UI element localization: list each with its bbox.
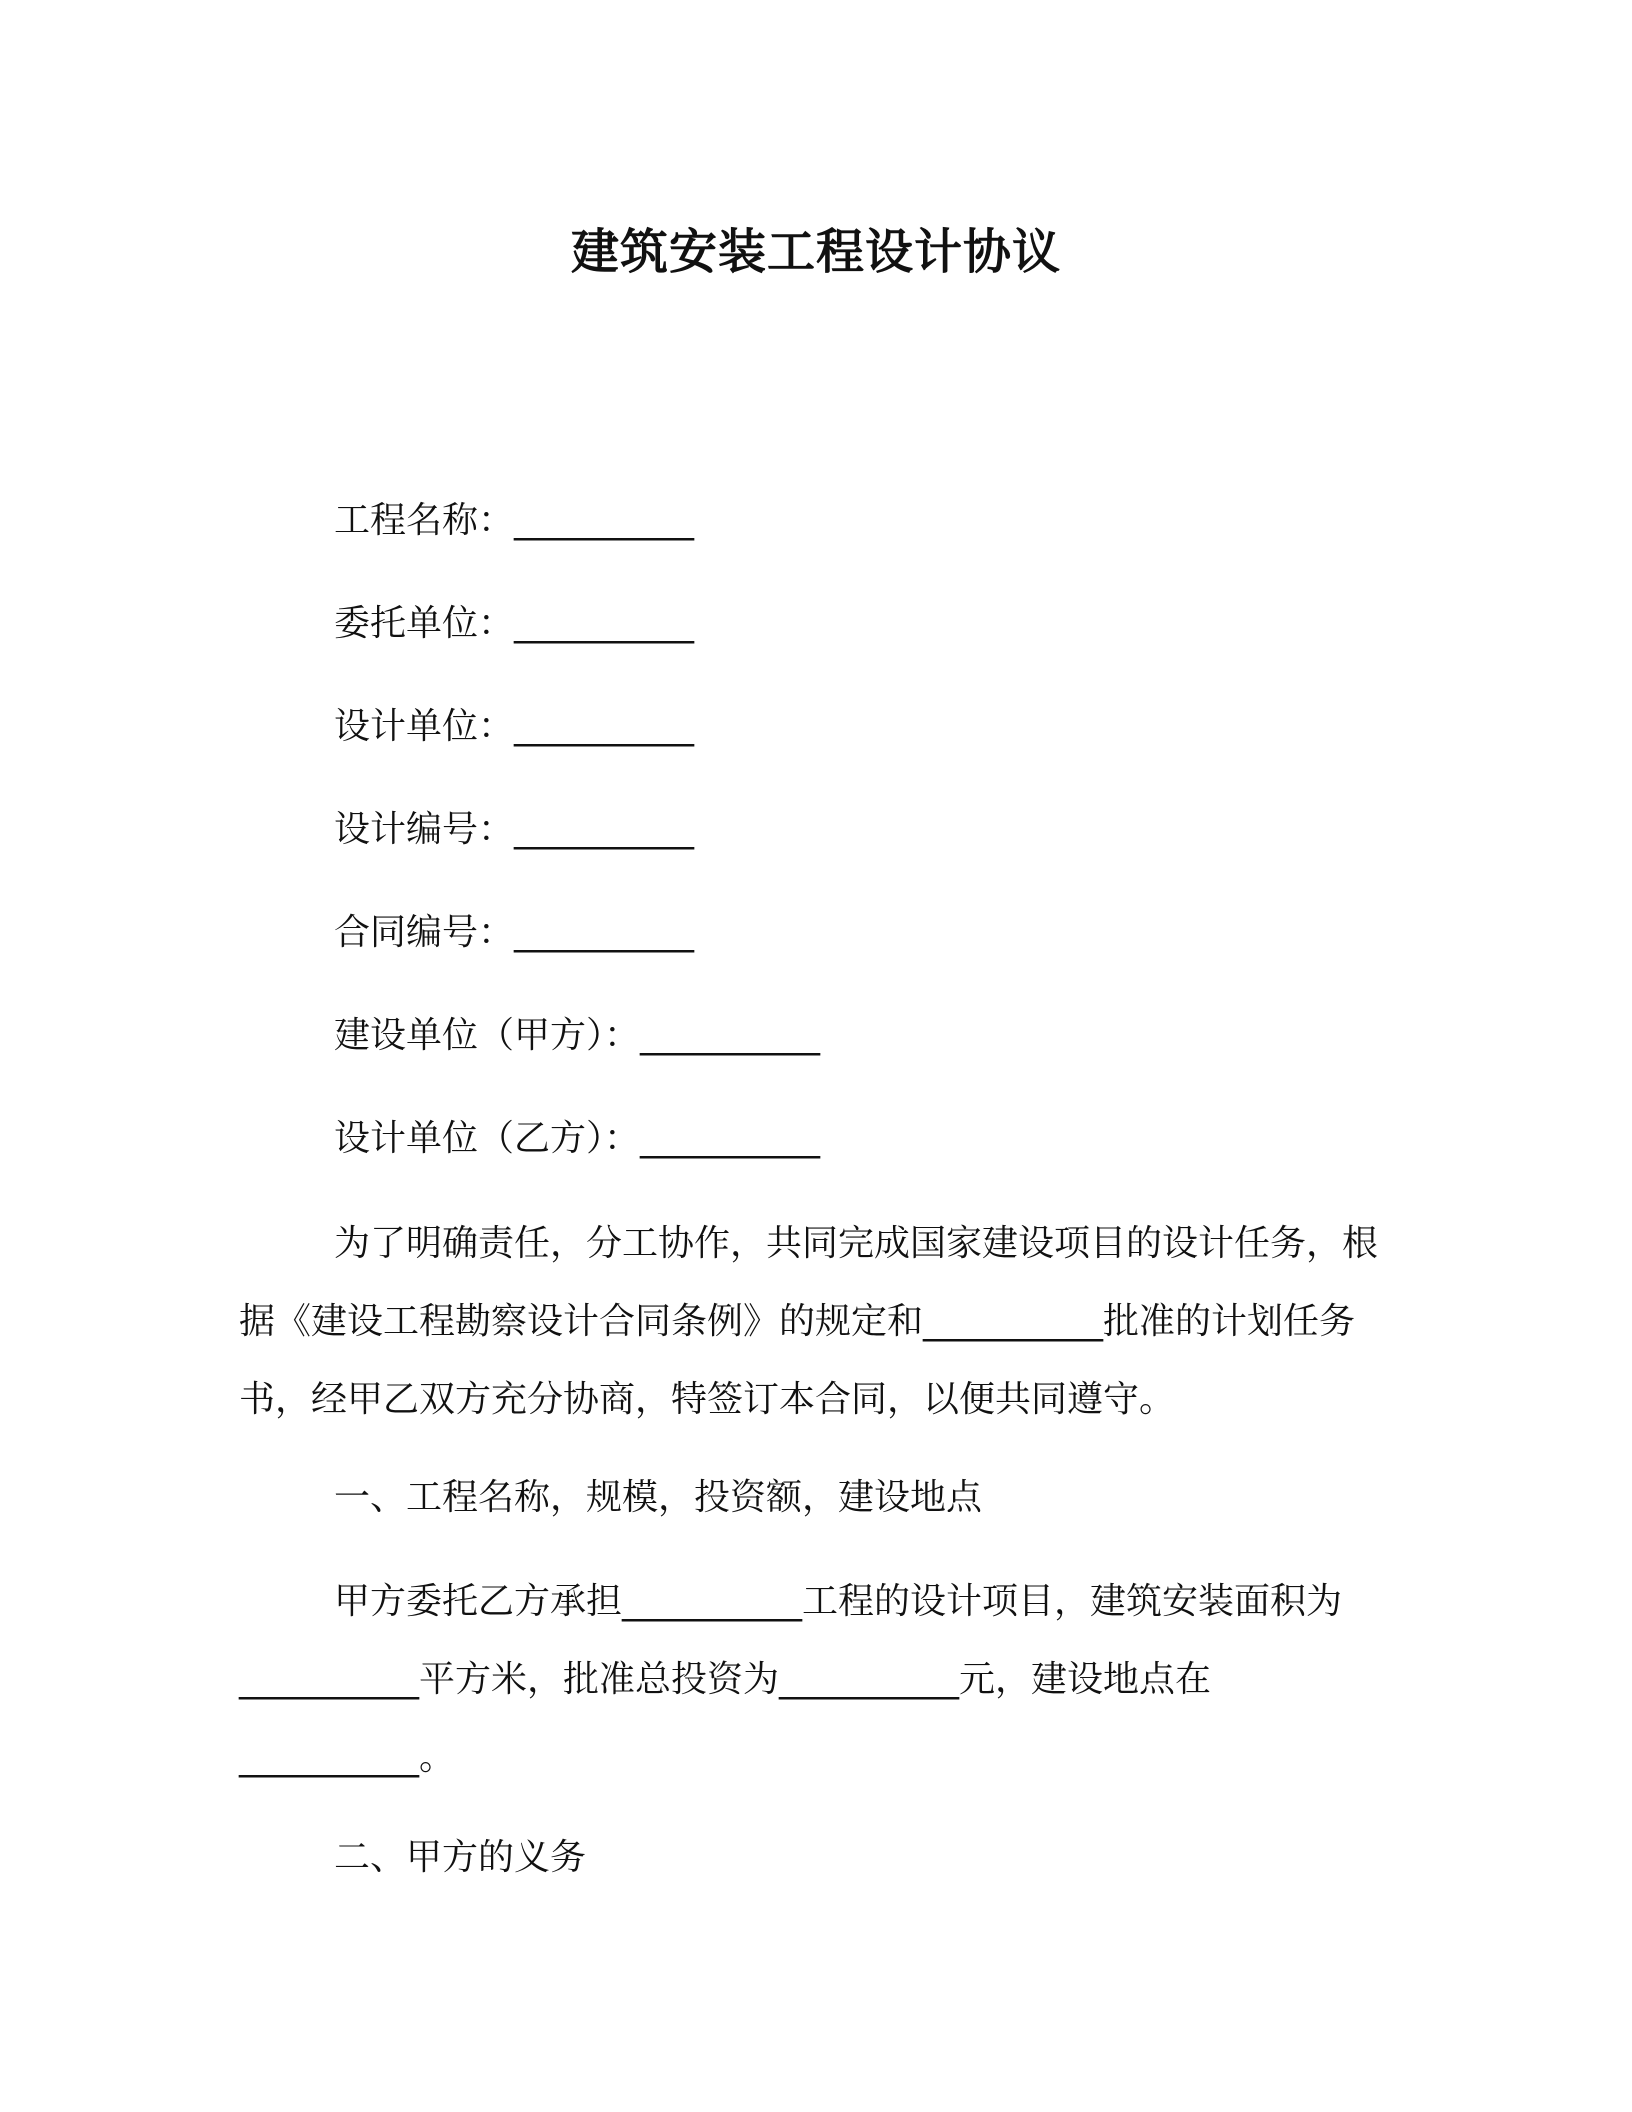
field-design-unit: 设计单位：__________ <box>334 706 695 747</box>
field-party-a: 建设单位（甲方）：__________ <box>334 1015 821 1056</box>
field-design-number: 设计编号：__________ <box>334 809 695 850</box>
section-1-body: 甲方委托乙方承担__________工程的设计项目，建筑安装面积为__________平方米，批准总投资为__________元，建设地点在__________。 <box>239 1581 1343 1778</box>
field-client-unit: 委托单位：__________ <box>334 603 695 644</box>
document-title: 建筑安装工程设计协议 <box>570 224 1061 280</box>
preamble-paragraph: 为了明确责任，分工协作，共同完成国家建设项目的设计任务，根据《建设工程勘察设计合同条例》的规定和__________批准的计划任务书，经甲乙双方充分协商，特签订本合同，以便共同遵守。 <box>239 1223 1379 1420</box>
section-2-heading: 二、甲方的义务 <box>334 1837 587 1878</box>
section-1-heading: 一、工程名称，规模，投资额，建设地点 <box>334 1477 983 1518</box>
field-party-b: 设计单位（乙方）：__________ <box>334 1118 821 1159</box>
field-project-name: 工程名称：__________ <box>334 500 695 541</box>
field-contract-number: 合同编号：__________ <box>334 912 695 953</box>
